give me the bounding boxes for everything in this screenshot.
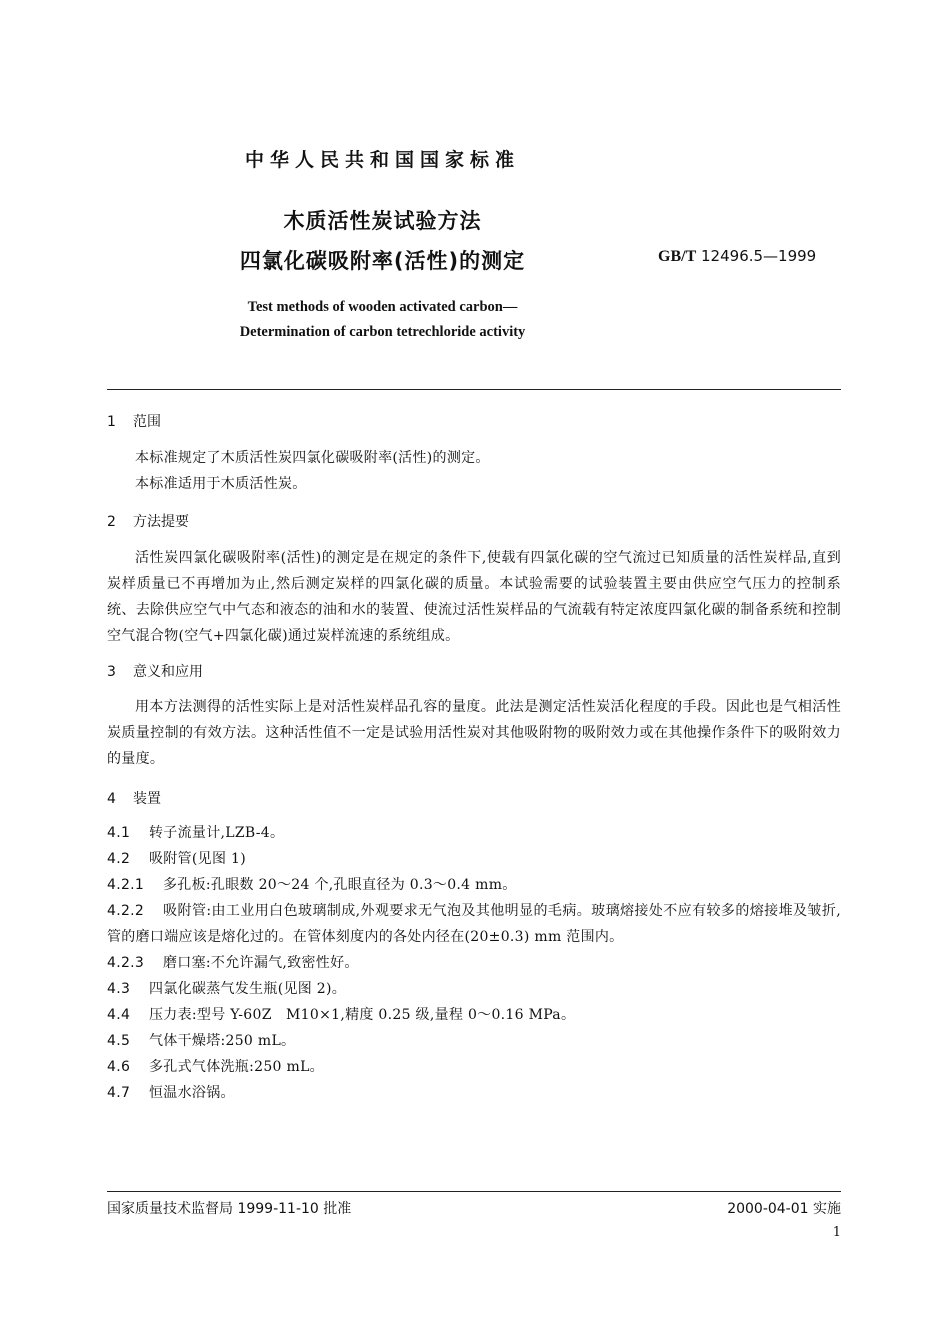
section-title: 方法提要 [133, 514, 189, 530]
list-item [107, 1002, 841, 1028]
section-title: 意义和应用 [133, 664, 203, 680]
title-en-line-1: Test methods of wooden activated carbon— [247, 299, 518, 315]
item-number: 4.5 [107, 1033, 131, 1049]
item-number: 4.2.1 [107, 877, 145, 893]
section-title: 范围 [133, 414, 161, 430]
item-number: 4.6 [107, 1059, 131, 1075]
implementation-date: 2000-04-01 实施 [727, 1201, 841, 1217]
standard-code [658, 247, 816, 266]
item-text: 吸附管:由工业用白色玻璃制成,外观要求无气泡及其他明显的毛病。玻璃熔接处不应有较多的熔接堆及皱折,管的磨口端应该是熔化过的。在管体刻度内的各处内径在(20±0.3) mm 范围内。 [107, 903, 841, 945]
item-text: 多孔板:孔眼数 20～24 个,孔眼直径为 0.3～0.4 mm。 [163, 877, 517, 893]
item-text: 气体干燥塔:250 mL。 [149, 1033, 296, 1049]
section-1-paragraph-2: 本标准适用于木质活性炭。 [135, 476, 307, 492]
list-item [107, 846, 841, 872]
list-item [107, 1028, 841, 1054]
item-number: 4.2.3 [107, 955, 145, 971]
list-item [107, 872, 841, 898]
list-item [107, 1080, 841, 1106]
item-text: 恒温水浴锅。 [149, 1085, 235, 1101]
list-item [107, 820, 841, 846]
section-3-paragraph: 用本方法测得的活性实际上是对活性炭样品孔容的量度。此法是测定活性炭活化程度的手段。因此也是气相活性炭质量控制的有效方法。这种活性值不一定是试验用活性炭对其他吸附物的吸附效力或在其他操作条件下的吸附效力的量度。 [107, 699, 841, 767]
footer-rule [107, 1191, 841, 1192]
item-text: 四氯化碳蒸气发生瓶(见图 2)。 [149, 981, 347, 997]
standard-code-number: 12496.5—1999 [701, 247, 817, 265]
header-rule [107, 389, 841, 390]
item-text: 吸附管(见图 1) [149, 851, 246, 867]
approval-note: 国家质量技术监督局 1999-11-10 批准 [107, 1201, 352, 1217]
list-item [107, 950, 841, 976]
national-standard-label: 中华人民共和国国家标准 [244, 149, 520, 171]
section-number: 4 [107, 791, 116, 807]
list-item [107, 898, 841, 950]
title-cn-line-1: 木质活性炭试验方法 [283, 209, 482, 233]
item-text: 压力表:型号 Y-60Z M10×1,精度 0.25 级,量程 0～0.16 MPa。 [149, 1007, 576, 1023]
standard-code-prefix: GB/T [658, 248, 697, 265]
section-1-heading [107, 411, 161, 431]
item-number: 4.3 [107, 981, 131, 997]
title-cn-line-2: 四氯化碳吸附率(活性)的测定 [239, 249, 526, 273]
section-2-paragraph: 活性炭四氯化碳吸附率(活性)的测定是在规定的条件下,使载有四氯化碳的空气流过已知质量的活性炭样品,直到炭样质量已不再增加为止,然后测定炭样的四氯化碳的质量。本试验需要的试验装置主要由供应空气压力的控制系统、去除供应空气中气态和液态的油和水的装置、使流过活性炭样品的气流载有特定浓度四氯化碳的制备系统和控制空气混合物(空气+四氯化碳)通过炭样流速的系统组成。 [107, 550, 841, 644]
list-item [107, 976, 841, 1002]
item-number: 4.4 [107, 1007, 131, 1023]
section-3-heading [107, 661, 203, 681]
section-1-paragraph-1: 本标准规定了木质活性炭四氯化碳吸附率(活性)的测定。 [135, 450, 490, 466]
section-4-heading [107, 788, 161, 808]
item-number: 4.7 [107, 1085, 131, 1101]
page-number: 1 [832, 1225, 841, 1240]
section-title: 装置 [133, 791, 161, 807]
section-number: 3 [107, 664, 116, 680]
item-number: 4.1 [107, 825, 131, 841]
item-number: 4.2 [107, 851, 131, 867]
item-number: 4.2.2 [107, 903, 145, 919]
item-text: 磨口塞:不允许漏气,致密性好。 [163, 955, 359, 971]
section-2-heading [107, 511, 189, 531]
list-item [107, 1054, 841, 1080]
title-en-line-2: Determination of carbon tetrechloride activity [239, 324, 526, 340]
section-number: 1 [107, 414, 116, 430]
section-number: 2 [107, 514, 116, 530]
item-text: 多孔式气体洗瓶:250 mL。 [149, 1059, 324, 1075]
item-text: 转子流量计,LZB-4。 [149, 825, 285, 841]
